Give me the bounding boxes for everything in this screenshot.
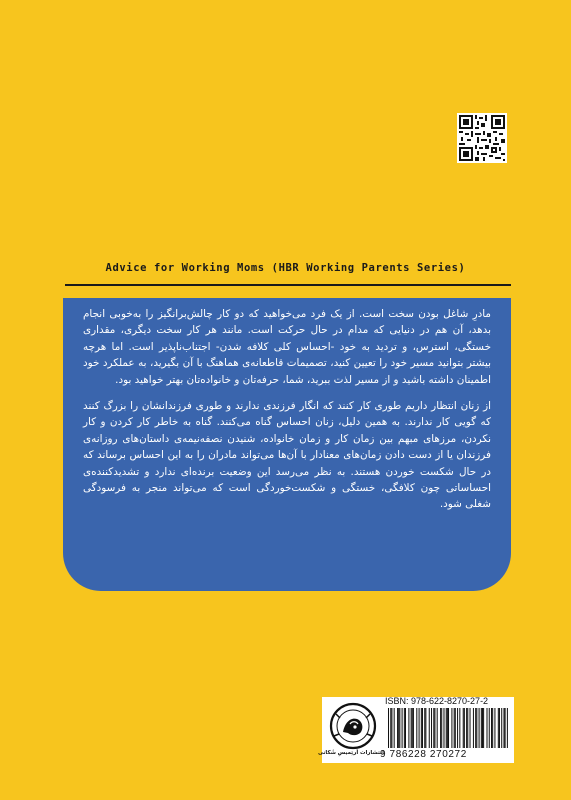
barcode-bar [463, 708, 464, 748]
barcode-bar [475, 708, 476, 748]
barcode-bar [454, 708, 455, 748]
barcode-bar [434, 708, 435, 748]
barcode-bar [424, 708, 425, 748]
barcode-bar [440, 708, 441, 748]
barcode-bar [457, 708, 458, 748]
barcode-bar [489, 708, 490, 748]
barcode-bar [467, 708, 468, 748]
barcode-bar [446, 708, 447, 748]
barcode-bar [505, 708, 506, 748]
barcode-bar [483, 708, 484, 748]
barcode-bar [491, 708, 492, 748]
barcode-bar [464, 708, 465, 748]
barcode-bar [501, 708, 502, 748]
barcode-bar [473, 708, 474, 748]
barcode-bar [416, 708, 417, 748]
barcode-bar [479, 708, 480, 748]
barcode-bar [398, 708, 399, 748]
barcode-bar [481, 708, 482, 748]
barcode-bar [470, 708, 471, 748]
barcode-bar [443, 708, 444, 748]
barcode-bar [441, 708, 442, 748]
barcode-bar [494, 708, 495, 748]
qr-code-icon [457, 113, 507, 163]
barcode-bar [402, 708, 403, 748]
barcode-bar [425, 708, 426, 748]
barcode-digits: 9 786228 270272 [380, 749, 467, 760]
barcode-bar [503, 708, 504, 748]
barcode-bar [399, 708, 400, 748]
publisher-logo-icon [326, 700, 380, 752]
series-title: Advice for Working Moms (HBR Working Parents Series) [105, 262, 466, 274]
barcode-bar [404, 708, 405, 748]
barcode-bar [391, 708, 392, 748]
barcode-bar [412, 708, 413, 748]
barcode-bar [413, 708, 414, 748]
barcode-bar [397, 708, 398, 748]
barcode-bar [431, 708, 432, 748]
barcode-bar [390, 708, 391, 748]
barcode-bar [429, 708, 430, 748]
barcode-bar [448, 708, 449, 748]
isbn-label: ISBN: 978-622-8270-27-2 [385, 696, 489, 706]
barcode-icon [388, 708, 508, 748]
blurb-panel [63, 298, 511, 591]
barcode-bar [447, 708, 448, 748]
barcode-bar [451, 708, 452, 748]
barcode-bar [459, 708, 460, 748]
barcode-bar [419, 708, 420, 748]
publisher-name: انتشارات اَرتِمیسِ شَکانی [317, 750, 384, 756]
title-divider [65, 284, 511, 286]
barcode-bar [492, 708, 493, 748]
barcode-bar [498, 708, 499, 748]
barcode-bar [394, 708, 395, 748]
barcode-bar [433, 708, 434, 748]
barcode-bar [422, 708, 423, 748]
barcode-bar [486, 708, 487, 748]
barcode-bar [408, 708, 409, 748]
barcode-bar [476, 708, 477, 748]
barcode-bar [437, 708, 438, 748]
barcode-bar [405, 708, 406, 748]
blurb-paragraph: مادرِ شاغل بودن سخت است. از یک فرد می‌خواهید که دو کار چالش‌برانگیز را به‌خوبی انجام بدهد، آن هم در دنیایی که مدام در حال حرکت است. مانند هر کار سخت دیگری، مقداری خستگی، استرس، و تردید به خود -احساس کلی کلافه شدن- اجتناب‌ناپذیر است. اما هرچه بیشتر بتوانید مسیر خود را تعیین کنید، تصمیمات قاطعانه‌ی هماهنگ با آن بگیرید، به عملکرد خود اطمینان داشته باشید و از مسیر لذت ببرید، شما، حرفه‌تان و خانواده‌تان بهتر خواهید بود. [83, 308, 491, 386]
barcode-bar [507, 708, 508, 748]
barcode-bar [455, 708, 456, 748]
barcode-bar [421, 708, 422, 748]
blurb-paragraph: از زنان انتظار داریم طوری کار کنند که انگار فرزندی ندارند و طوری فرزندانشان را بزرگ کنند که گویی کار ندارند. به همین دلیل، زنان احساس گناه می‌کنند. گناه به خاطر کار کردن و کار نکردن، مرزهای مبهم بین زمان کار و زمان خانواده، شنیدن نصفه‌نیمه‌ی داستان‌های روزانه‌ی فرزندان یا از دست دادن زمان‌های معنادار با آن‌ها می‌تواند مادران را به این احساس برساند که در حال شکست خوردن هستند. به نظر می‌رسد این وضعیت برنده‌ای ندارد و تشدیدکننده‌ی احساساتی چون کلافگی، خستگی و شکست‌خوردگی است که می‌تواند منجر به فرسودگی شغلی شود. [83, 400, 491, 511]
barcode-bar [499, 708, 500, 748]
barcode-bar [466, 708, 467, 748]
barcode-bar [411, 708, 412, 748]
barcode-bar [482, 708, 483, 748]
barcode-bar [388, 708, 389, 748]
